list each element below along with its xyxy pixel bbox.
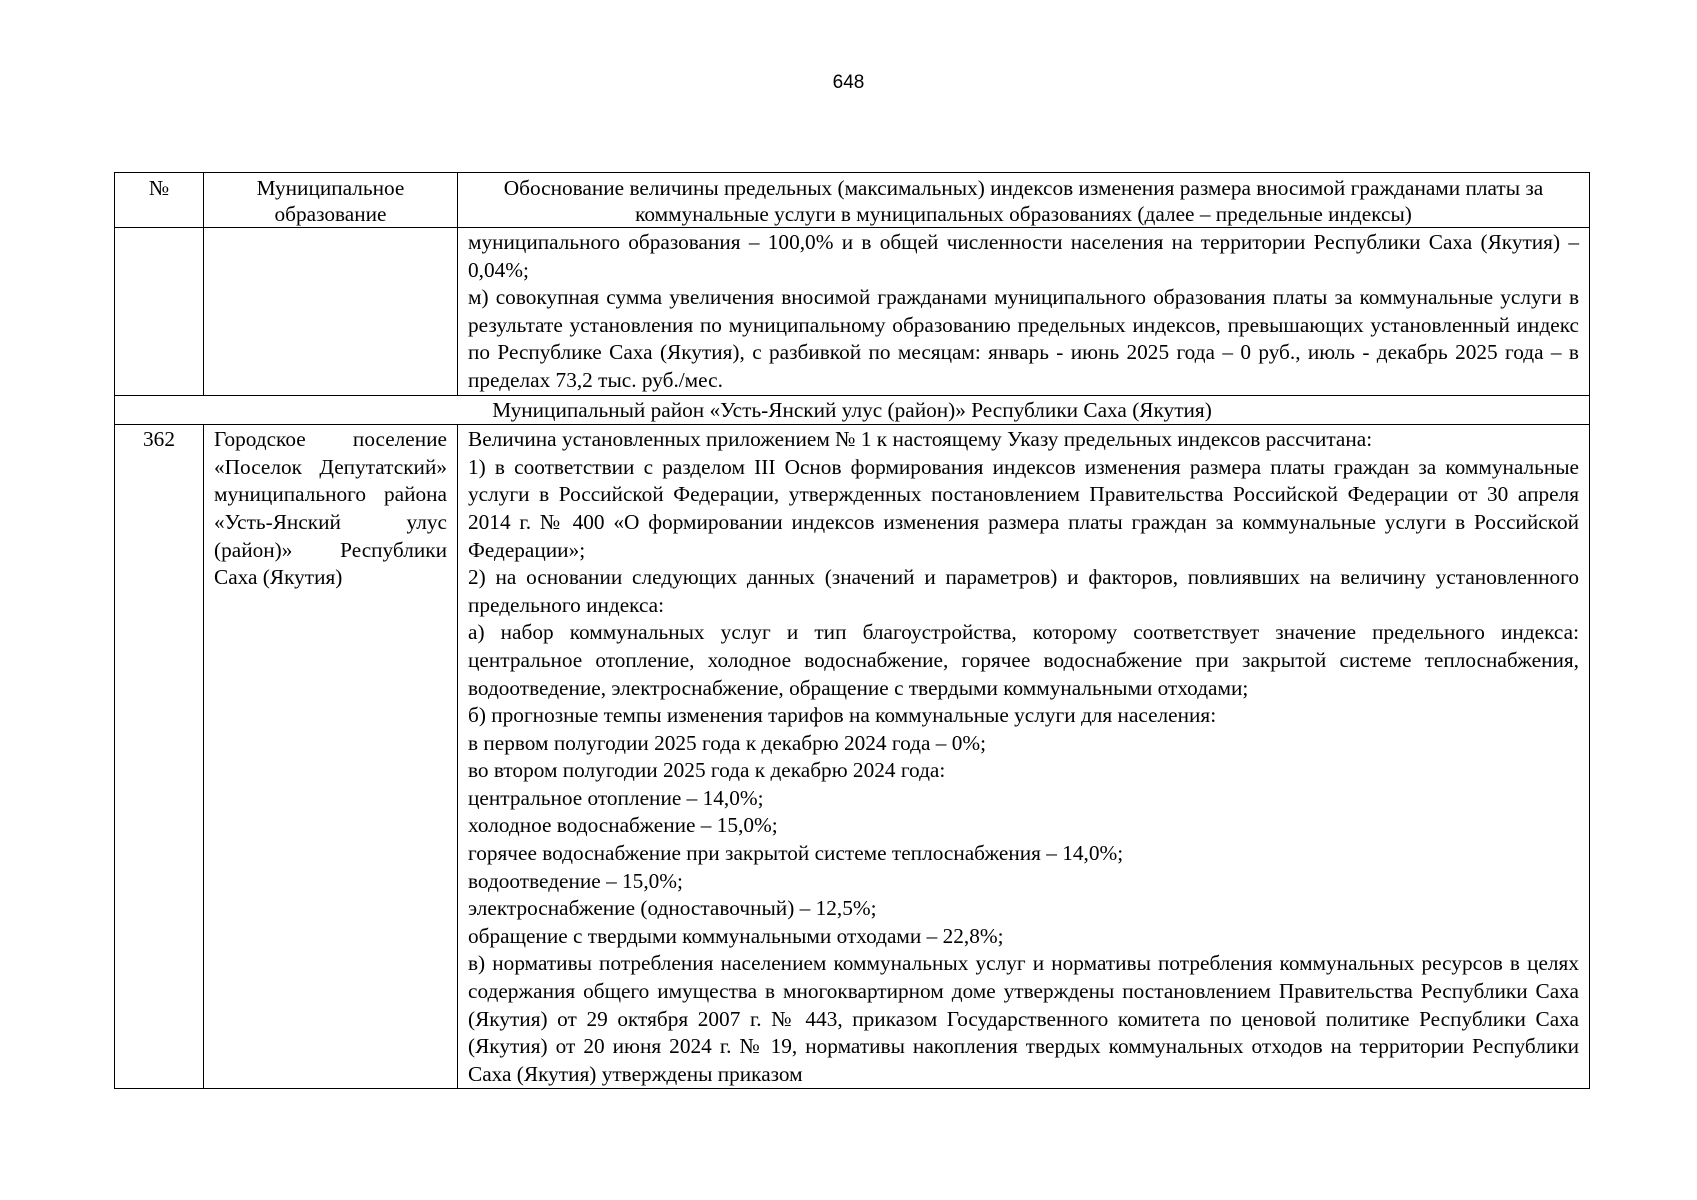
continuation-rationale-cell <box>458 228 1590 396</box>
rationale-paragraph: б) прогнозные темпы изменения тарифов на коммунальные услуги для населения: <box>468 703 1217 728</box>
header-number: № <box>115 173 204 228</box>
rationale-paragraph: горячее водоснабжение при закрытой системе теплоснабжения – 14,0%; <box>468 841 1124 866</box>
row-municipality: Городское поселение «Поселок Депутатский» муниципального района «Усть-Янский улус (район)» Республики Саха (Якутия) <box>204 425 458 1089</box>
rationale-paragraph: а) набор коммунальных услуг и тип благоустройства, которому соответствует значение предельного индекса: центральное отопление, холодное водоснабжение, горячее водоснабжение при закрытой системе теплоснабжения, водоотведение, электроснабжение, обращение с твердыми коммунальными отходами; <box>468 620 1579 700</box>
continuation-municipality-cell <box>204 228 458 396</box>
section-title: Муниципальный район «Усть-Янский улус (район)» Республики Саха (Якутия) <box>115 395 1590 425</box>
rationale-paragraph: водоотведение – 15,0%; <box>468 868 683 893</box>
continuation-number-cell <box>115 228 204 396</box>
table-row-continuation <box>115 228 1590 396</box>
rationale-paragraph: в) нормативы потребления населением коммунальных услуг и нормативы потребления коммунальных ресурсов в целях содержания общего имущества в многоквартирном доме утверждены постановлением Правительства Республики Саха (Якутия) от 29 октября 2007 г. № 443, приказом Государственного комитета по ценовой политике Республики Саха (Якутия) от 20 июня 2024 г. № 19, нормативы накопления твердых коммунальных отходов на территории Республики Саха (Якутия) утверждены приказом <box>468 951 1579 1086</box>
rationale-table <box>114 172 1590 1089</box>
page-number: 648 <box>832 72 865 93</box>
rationale-paragraph: Величина установленных приложением № 1 к настоящему Указу предельных индексов рассчитана: <box>468 427 1373 452</box>
table-header-row <box>115 173 1590 228</box>
section-row <box>115 395 1590 425</box>
table-row <box>115 425 1590 1089</box>
rationale-paragraph: в первом полугодии 2025 года к декабрю 2024 года – 0%; <box>468 730 987 755</box>
header-municipality: Муниципальное образование <box>204 173 458 228</box>
rationale-paragraph: во втором полугодии 2025 года к декабрю 2024 года: <box>468 758 946 783</box>
rationale-paragraph: 2) на основании следующих данных (значений и параметров) и факторов, повлиявших на величину установленного предельного индекса: <box>468 565 1579 617</box>
rationale-paragraph: электроснабжение (одноставочный) – 12,5%; <box>468 896 877 921</box>
row-rationale-cell <box>458 425 1590 1089</box>
rationale-paragraph: м) совокупная сумма увеличения вносимой гражданами муниципального образования платы за коммунальные услуги в результате установления по муниципальному образованию предельных индексов, превышающих установленный индекс по Республике Саха (Якутия), с разбивкой по месяцам: январь - июнь 2025 года – 0 руб., июль - декабрь 2025 года – в пределах 73,2 тыс. руб./мес. <box>468 285 1579 392</box>
rationale-paragraph: центральное отопление – 14,0%; <box>468 785 764 810</box>
rationale-paragraph: обращение с твердыми коммунальными отходами – 22,8%; <box>468 923 1004 948</box>
rationale-paragraph: 1) в соответствии с разделом III Основ формирования индексов изменения размера платы граждан за коммунальные услуги в Российской Федерации, утвержденных постановлением Правительства Российской Федерации от 30 апреля 2014 г. № 400 «О формировании индексов изменения размера платы граждан за коммунальные услуги в Российской Федерации»; <box>468 454 1579 562</box>
rationale-paragraph: муниципального образования – 100,0% и в общей численности населения на территории Республики Саха (Якутия) – 0,04%; <box>468 230 1579 282</box>
rationale-paragraph: холодное водоснабжение – 15,0%; <box>468 813 778 838</box>
header-rationale: Обоснование величины предельных (максимальных) индексов изменения размера вносимой гражданами платы за коммунальные услуги в муниципальных образованиях (далее – предельные индексы) <box>458 173 1590 228</box>
row-number: 362 <box>115 425 204 1089</box>
